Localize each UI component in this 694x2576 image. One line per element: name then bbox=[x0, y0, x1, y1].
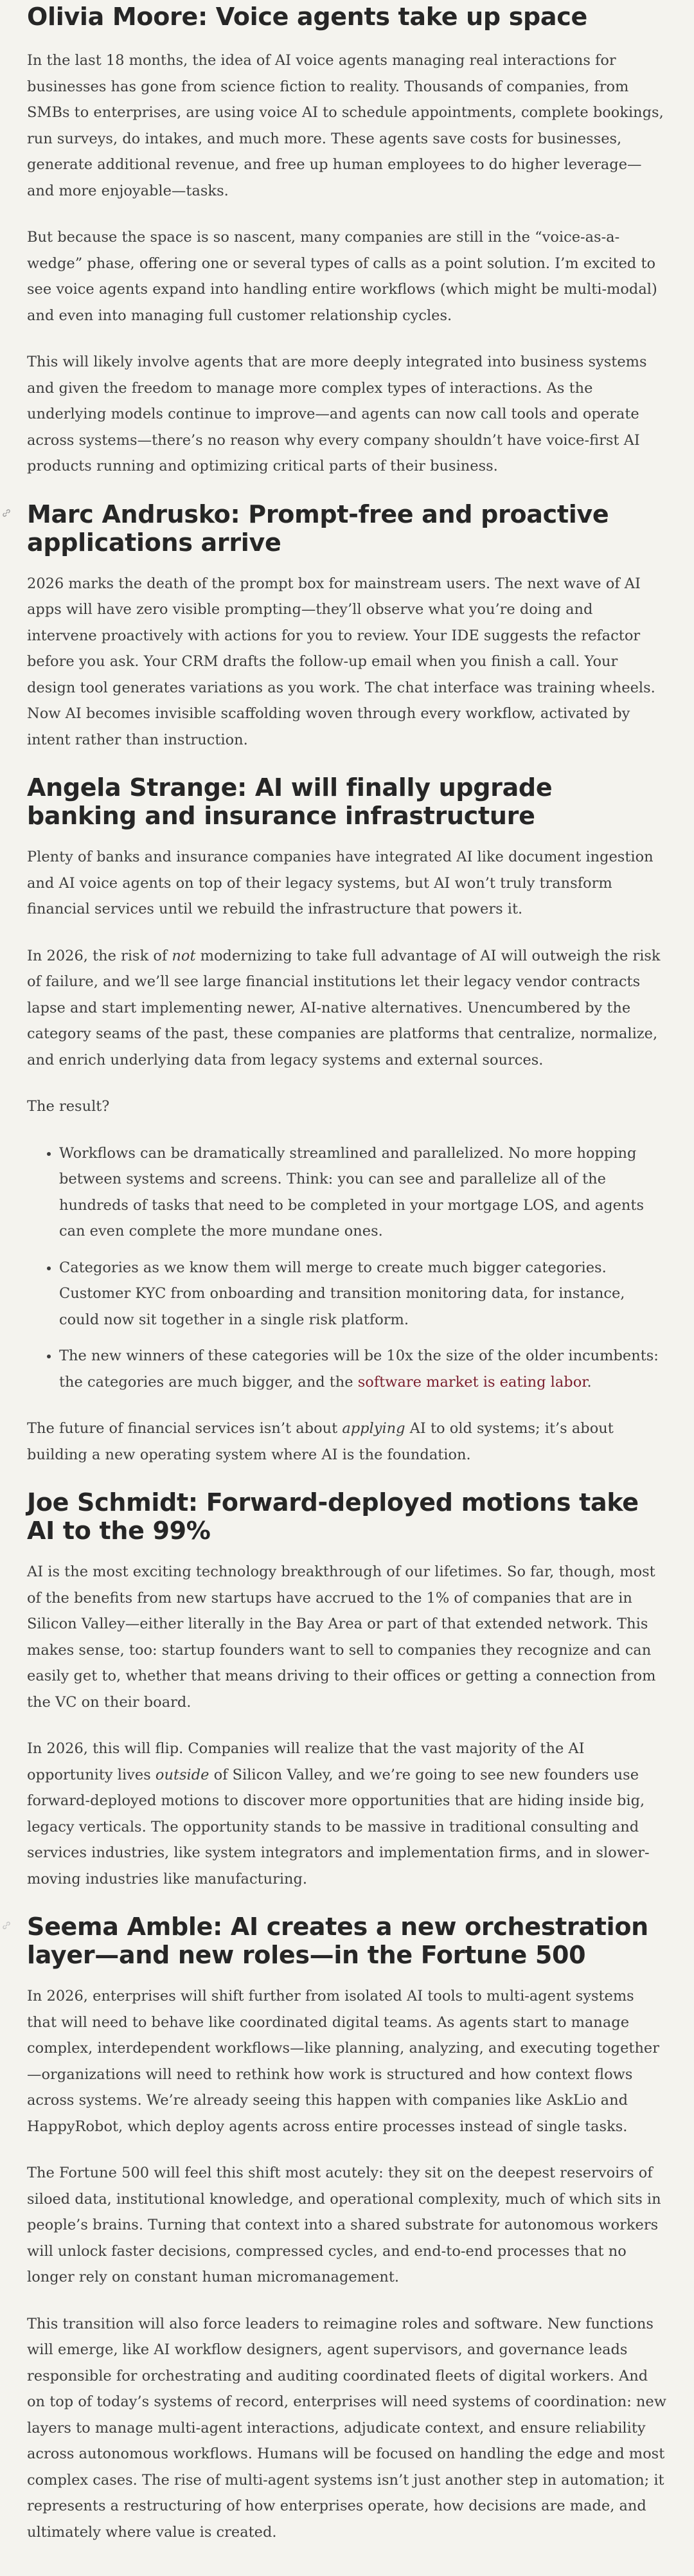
paragraph: In the last 18 months, the idea of AI voice agents managing real interactions for businesses has gone from science fiction to reality. Thousands of companies, from SMBs to enterprises, are using voice AI to schedule appointments, complete bookings, run surveys, do intakes, and much more. These agents save costs for businesses, generate additional revenue, and free up human employees to do higher leverage—and more enjoyable—tasks. bbox=[27, 52, 664, 199]
text-span: modernizing to take full advantage of AI will outweigh the risk of failure, and we’ll see large financial institutions let their legacy vendor contracts lapse and start implementing newer, AI-native alternatives. Unencumbered by the category seams of the past, these companies are platforms that centralize, normalize, and enrich underlying data from legacy systems and external sources. bbox=[27, 947, 661, 1068]
paragraph: In 2026, enterprises will shift further from isolated AI tools to multi-agent systems that will need to behave like coordinated digital teams. As agents start to manage complex, interdependent workflows—like planning, analyzing, and executing together—organizations will need to rethink how work is structured and how context flows across systems. We’re already seeing this happen with companies like AskLio and HappyRobot, which deploy agents across entire processes instead of single tasks. bbox=[27, 1988, 660, 2135]
emphasis-text: outside bbox=[155, 1766, 209, 1783]
section-marc-andrusko bbox=[27, 500, 667, 753]
section-heading-forward-deployed: Joe Schmidt: Forward-deployed motions take AI to the 99% bbox=[27, 1488, 639, 1545]
section-heading-voice-agents: Olivia Moore: Voice agents take up space bbox=[27, 3, 587, 31]
section-joe-schmidt bbox=[27, 1488, 667, 1892]
link-anchor-icon[interactable] bbox=[1, 508, 12, 518]
link-anchor-icon[interactable] bbox=[1, 1920, 12, 1931]
paragraph: The Fortune 500 will feel this shift most acutely: they sit on the deepest reservoirs of siloed data, institutional knowledge, and operational complexity, much of which sits in people’s brains. Turning that context into a shared substrate for autonomous workers will unlock faster decisions, compressed cycles, and end-to-end processes that no longer rely on constant human micromanagement. bbox=[27, 2165, 661, 2285]
paragraph: This will likely involve agents that are more deeply integrated into business systems and given the freedom to manage more complex types of interactions. As the underlying models continue to improve—and agents can now call tools and operate across systems—there’s no reason why every company shouldn’t have voice-first AI products running and optimizing critical parts of their business. bbox=[27, 354, 647, 474]
list-item: • Categories as we know them will merge to create much bigger categories. Customer KYC from onboarding and transition monitoring data, for instance, could now sit together in a single risk platform. bbox=[59, 1255, 667, 1333]
section-heading-banking-insurance: Angela Strange: AI will finally upgrade banking and insurance infrastructure bbox=[27, 773, 553, 830]
text-span: The future of financial services isn’t about bbox=[27, 1420, 343, 1437]
section-seema-amble bbox=[27, 1913, 667, 2545]
text-span: AI to old systems; it’s about building a new operating system where AI is the foundation. bbox=[27, 1420, 614, 1463]
paragraph: AI is the most exciting technology breakthrough of our lifetimes. So far, though, most of the benefits from new startups have accrued to the 1% of companies that are in Silicon Valley—either literally in the Bay Area or part of that extended network. This makes sense, too: startup founders want to sell to companies they recognize and can easily get to, whether that means driving to their offices or getting a connection from the VC on their board. bbox=[27, 1563, 656, 1711]
text-span: The new winners of these categories will be 10x the size of the older incumbents: the categories are much bigger, and the bbox=[59, 1347, 659, 1391]
section-heading-orchestration-layer: Seema Amble: AI creates a new orchestration layer—and new roles—in the Fortune 500 bbox=[27, 1913, 648, 1969]
paragraph: Plenty of banks and insurance companies have integrated AI like document ingestion and AI voice agents on top of their legacy systems, but AI won’t truly transform financial services until we rebuild the infrastructure that powers it. bbox=[27, 849, 654, 917]
text-span: of Silicon Valley, and we’re going to see new founders use forward-deployed motions to discover more opportunities that are hiding inside big, legacy verticals. The opportunity stands to be massive in traditional consulting and services industries, like system integrators and implementation firms, and in slower-moving industries like manufacturing. bbox=[27, 1766, 650, 1887]
text-span: . bbox=[587, 1373, 592, 1391]
section-olivia-moore bbox=[27, 0, 667, 480]
section-angela-strange bbox=[27, 773, 667, 1468]
paragraph: 2026 marks the death of the prompt box for mainstream users. The next wave of AI apps will have zero visible prompting—they’ll observe what you’re doing and intervene proactively with actions for you to review. Your IDE suggests the refactor before you ask. Your CRM drafts the follow-up email when you finish a call. Your design tool generates variations as you work. The chat interface was training wheels. Now AI becomes invisible scaffolding woven through every workflow, activated by intent rather than instruction. bbox=[27, 575, 655, 748]
software-market-link[interactable]: software market is eating labor bbox=[357, 1373, 587, 1391]
text-span: In 2026, this will flip. Companies will realize that the vast majority of the AI opportunity lives bbox=[27, 1740, 585, 1783]
bullet-list bbox=[27, 1140, 667, 1396]
paragraph: The result? bbox=[27, 1098, 110, 1115]
text-span: In 2026, the risk of bbox=[27, 947, 172, 964]
paragraph bbox=[27, 1416, 667, 1468]
paragraph bbox=[27, 1736, 667, 1892]
paragraph: But because the space is so nascent, many companies are still in the “voice-as-a-wedge” phase, offering one or several types of calls as a point solution. I’m excited to see voice agents expand into handling entire workflows (which might be multi-modal) and even into managing full customer relationship cycles. bbox=[27, 229, 657, 324]
list-item: • Workflows can be dramatically streamlined and parallelized. No more hopping between systems and screens. Think: you can see and parallelize all of the hundreds of tasks that need to be completed in your mortgage LOS, and agents can even complete the more mundane ones. bbox=[59, 1140, 667, 1245]
emphasis-text: applying bbox=[342, 1420, 405, 1437]
emphasis-text: not bbox=[172, 947, 196, 964]
paragraph bbox=[27, 943, 667, 1074]
list-item bbox=[59, 1343, 667, 1395]
section-heading-prompt-free: Marc Andrusko: Prompt-free and proactive applications arrive bbox=[27, 500, 609, 557]
paragraph: This transition will also force leaders to reimagine roles and software. New functions will emerge, like AI workflow designers, agent supervisors, and governance leads responsible for orchestrating and auditing coordinated fleets of digital workers. And on top of today’s systems of record, enterprises will need systems of coordination: new layers to manage multi-agent interactions, adjudicate context, and ensure reliability across autonomous workflows. Humans will be focused on handling the edge and most complex cases. The rise of multi-agent systems isn’t just another step in automation; it represents a restructuring of how enterprises operate, how decisions are made, and ultimately where value is created. bbox=[27, 2315, 666, 2541]
